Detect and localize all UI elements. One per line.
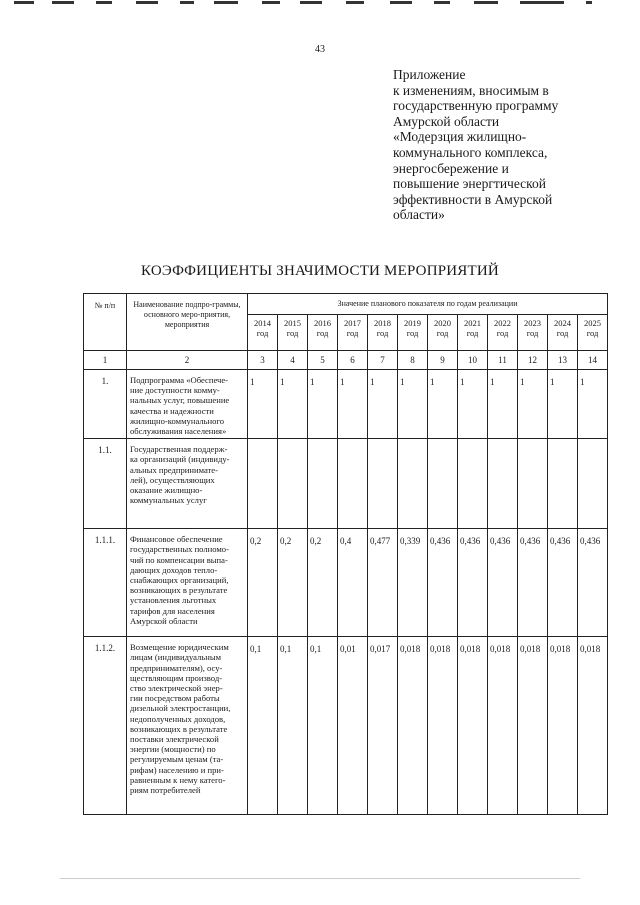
row-name (127, 529, 248, 637)
column-number: 14 (578, 351, 608, 370)
year-label: 2024 (554, 318, 571, 328)
row-value: 0,4 (338, 529, 368, 637)
row-value: 1 (308, 370, 338, 439)
year-label: 2016 (314, 318, 331, 328)
appendix-line: повышение энергтической (393, 176, 547, 192)
row-name-line: предпринимателям), осу- (130, 662, 223, 673)
row-name-line: обслуживания населения» (130, 426, 227, 437)
year-header (428, 315, 458, 351)
row-name (127, 439, 248, 529)
row-value: 0,1 (248, 637, 278, 815)
row-value: 1 (518, 370, 548, 439)
year-header (518, 315, 548, 351)
row-value: 1 (368, 370, 398, 439)
column-number: 13 (548, 351, 578, 370)
row-name-line: установления льготных (130, 595, 217, 606)
year-label: 2014 (254, 318, 271, 328)
row-value: 0,1 (278, 637, 308, 815)
scan-bottom-edge (60, 878, 580, 879)
column-number: 4 (278, 351, 308, 370)
appendix-line: Амурской области (393, 113, 500, 129)
row-name-line: ство электрической энер- (130, 683, 223, 694)
row-name-line: гии посредством работы (130, 693, 220, 704)
row-value: 1 (248, 370, 278, 439)
column-number: 3 (248, 351, 278, 370)
row-name-line: чий по компенсации выпа- (130, 554, 228, 565)
row-value (428, 439, 458, 529)
year-header (308, 315, 338, 351)
row-value: 1 (278, 370, 308, 439)
year-unit: год (256, 328, 269, 338)
row-value: 0,018 (428, 637, 458, 815)
column-number: 9 (428, 351, 458, 370)
row-value (278, 439, 308, 529)
appendix-line: энергосбережение и (393, 160, 509, 176)
row-value (338, 439, 368, 529)
year-label: 2022 (494, 318, 511, 328)
row-name-line: государственных полномо- (130, 544, 229, 555)
year-unit: год (436, 328, 449, 338)
table-row (84, 529, 608, 637)
appendix-line: области» (393, 207, 445, 223)
year-header (548, 315, 578, 351)
row-value: 0,018 (458, 637, 488, 815)
coefficients-table (83, 293, 608, 815)
row-value: 0,477 (368, 529, 398, 637)
table-row (84, 439, 608, 529)
row-name-line: Подпрограмма «Обеспече- (130, 375, 229, 385)
row-value: 0,436 (578, 529, 608, 637)
row-name-line: возникающих в результате (130, 723, 228, 734)
row-number: 1.1.1. (84, 529, 127, 637)
row-value: 1 (398, 370, 428, 439)
row-name-line: лицам (индивидуальным (130, 652, 222, 663)
row-value (368, 439, 398, 529)
scan-top-edge (0, 0, 640, 6)
row-value: 0,436 (518, 529, 548, 637)
year-label: 2023 (524, 318, 541, 328)
col-name-header: Наименование подпро-граммы, основного меро-приятия, мероприятия (127, 294, 248, 351)
row-value: 1 (458, 370, 488, 439)
row-name-line: коммунальных услуг (130, 495, 207, 506)
year-unit: год (526, 328, 539, 338)
col-number-header: № п/п (84, 294, 127, 351)
years-group-header: Значение планового показателя по годам реализации (248, 294, 608, 315)
year-label: 2019 (404, 318, 421, 328)
column-number: 7 (368, 351, 398, 370)
column-number: 2 (127, 351, 248, 370)
appendix-note (393, 67, 628, 223)
appendix-line: государственную программу (393, 98, 559, 114)
year-unit: год (556, 328, 569, 338)
year-header (398, 315, 428, 351)
row-value (458, 439, 488, 529)
row-value: 1 (428, 370, 458, 439)
row-value: 0,2 (278, 529, 308, 637)
year-label: 2020 (434, 318, 451, 328)
year-header (338, 315, 368, 351)
row-value: 0,339 (398, 529, 428, 637)
year-header (368, 315, 398, 351)
row-value: 0,436 (548, 529, 578, 637)
year-header (248, 315, 278, 351)
row-value: 0,436 (458, 529, 488, 637)
row-value (248, 439, 278, 529)
row-name-line: энергии (мощности) по (130, 744, 216, 755)
column-number: 1 (84, 351, 127, 370)
year-label: 2018 (374, 318, 391, 328)
row-value (548, 439, 578, 529)
row-name-line: регулируемым ценам (та- (130, 754, 224, 765)
row-value: 0,018 (518, 637, 548, 815)
appendix-line: коммунального комплекса, (393, 144, 548, 160)
row-value: 0,436 (488, 529, 518, 637)
row-name (127, 637, 248, 815)
row-name-line: снабжающих организаций, (130, 575, 229, 586)
year-header (458, 315, 488, 351)
year-unit: год (376, 328, 389, 338)
row-value: 0,018 (548, 637, 578, 815)
column-number: 6 (338, 351, 368, 370)
row-name-line: альных предпринимате- (130, 464, 218, 475)
year-header (488, 315, 518, 351)
row-value: 0,018 (578, 637, 608, 815)
year-unit: год (466, 328, 479, 338)
row-name-line: ществляющим производ- (130, 672, 223, 683)
year-label: 2021 (464, 318, 481, 328)
row-name-line: Амурской области (130, 615, 198, 626)
row-name-line: дизельной электростанции, (130, 703, 231, 714)
year-unit: год (586, 328, 599, 338)
column-number: 11 (488, 351, 518, 370)
year-unit: год (346, 328, 359, 338)
row-name-line: Финансовое обеспечение (130, 534, 223, 545)
year-unit: год (496, 328, 509, 338)
row-name-line: оказание жилищно- (130, 485, 203, 496)
row-value (518, 439, 548, 529)
table-row (84, 370, 608, 439)
row-value (488, 439, 518, 529)
row-name-line: Государственная поддерж- (130, 444, 228, 455)
row-name-line: качества и надежности (130, 405, 214, 416)
row-number: 1. (84, 370, 127, 439)
column-number: 8 (398, 351, 428, 370)
year-label: 2017 (344, 318, 361, 328)
row-value: 1 (578, 370, 608, 439)
document-title: КОЭФФИЦИЕНТЫ ЗНАЧИМОСТИ МЕРОПРИЯТИЙ (141, 263, 499, 279)
row-name-line: возникающих в результате (130, 585, 228, 596)
year-label: 2025 (584, 318, 602, 328)
row-value: 1 (548, 370, 578, 439)
row-value: 1 (338, 370, 368, 439)
row-value: 0,2 (308, 529, 338, 637)
column-number: 12 (518, 351, 548, 370)
column-number: 5 (308, 351, 338, 370)
row-value (308, 439, 338, 529)
row-value: 1 (488, 370, 518, 439)
row-number: 1.1. (84, 439, 127, 529)
row-name-line: недополученных доходов, (130, 713, 226, 724)
row-name-line: дающих доходов тепло- (130, 564, 218, 575)
row-value (578, 439, 608, 529)
appendix-line: эффективности в Амурской (393, 191, 553, 207)
row-name-line: рифам) населению и при- (130, 764, 224, 775)
row-value: 0,436 (428, 529, 458, 637)
row-value: 0,1 (308, 637, 338, 815)
year-header (578, 315, 608, 351)
row-name-line: жилищно-коммунального (130, 415, 225, 426)
year-unit: год (406, 328, 419, 338)
row-value: 0,2 (248, 529, 278, 637)
year-unit: год (286, 328, 299, 338)
row-value: 0,018 (398, 637, 428, 815)
row-value: 0,01 (338, 637, 368, 815)
appendix-line: «Модерзция жилищно- (393, 129, 527, 145)
appendix-line: к изменениям, вносимым в (393, 82, 549, 98)
row-number: 1.1.2. (84, 637, 127, 815)
year-label: 2015 (284, 318, 301, 328)
row-name-line: лей), осуществляющих (130, 474, 215, 485)
row-name-line: равненным к нему катего- (130, 774, 226, 785)
row-name-line: тарифов для населения (130, 605, 215, 616)
row-name-line: риям потребителей (130, 785, 201, 796)
appendix-line: Приложение (393, 67, 466, 82)
year-header (278, 315, 308, 351)
year-unit: год (316, 328, 329, 338)
row-name-line: ние доступности комму- (130, 385, 220, 396)
row-name-line: нальных услуг, повышение (130, 395, 230, 406)
row-name-line: поставки электрической (130, 734, 219, 745)
row-name-line: Возмещение юридическим (130, 642, 229, 653)
row-value: 0,017 (368, 637, 398, 815)
page-number: 43 (315, 44, 325, 55)
row-name (127, 370, 248, 439)
table-row (84, 637, 608, 815)
column-number: 10 (458, 351, 488, 370)
row-value: 0,018 (488, 637, 518, 815)
row-value (398, 439, 428, 529)
row-name-line: ка организаций (индивиду- (130, 454, 230, 465)
